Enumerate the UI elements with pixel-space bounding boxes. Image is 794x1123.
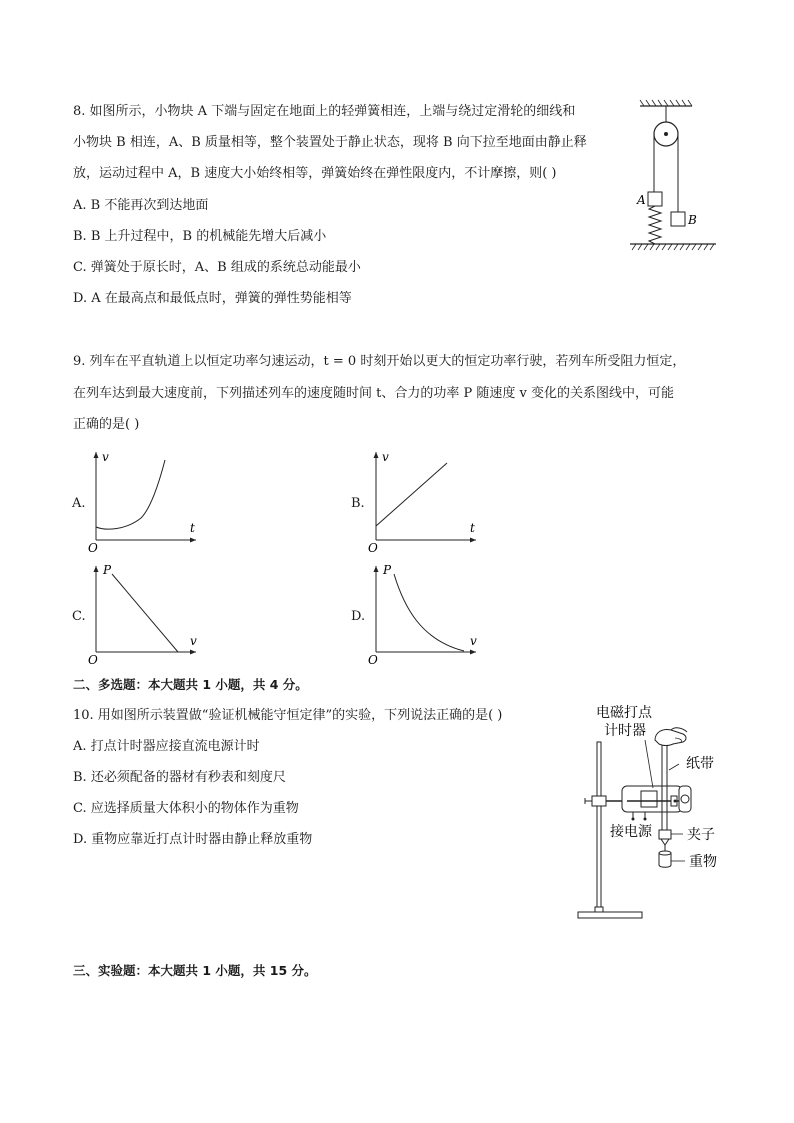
q8-option-a[interactable]: A. B 不能再次到达地面 [73,198,209,213]
q9-graph-b-ylabel: v [382,450,389,464]
q10-label-tape: 纸带 [686,756,714,772]
q10-option-a[interactable]: A. 打点计时器应接直流电源计时 [73,739,260,754]
q10-figure [575,700,735,925]
q10-option-c[interactable]: C. 应选择质量大体积小的物体作为重物 [73,801,299,816]
q9-graph-d-xlabel: v [470,634,477,648]
q9-graph-c [86,562,206,672]
q8-stem-line-1: 8. 如图所示，小物块 A 下端与固定在地面上的轻弹簧相连，上端与绕过定滑轮的细线和 [73,104,576,119]
q9-option-b-label[interactable]: B. [351,496,365,511]
q9-graph-a-origin: O [88,541,98,555]
q8-option-d[interactable]: D. A 在最高点和最低点时，弹簧的弹性势能相等 [73,291,352,306]
q9-graph-a [86,448,206,558]
q8-label-b: B [688,213,697,227]
q8-figure [628,100,723,260]
q9-option-a-label[interactable]: A. [72,496,86,511]
q9-graph-b-xlabel: t [470,521,475,535]
q9-stem-line-3: 正确的是( ) [73,417,140,432]
q9-graph-b-origin: O [368,541,378,555]
q9-option-d-label[interactable]: D. [351,609,366,624]
q8-option-b[interactable]: B. B 上升过程中，B 的机械能先增大后减小 [73,229,327,244]
q10-option-b[interactable]: B. 还必须配备的器材有秒表和刻度尺 [73,770,286,785]
q8-stem-line-3: 放，运动过程中 A，B 速度大小始终相等，弹簧始终在弹性限度内，不计摩擦，则( ) [73,166,557,181]
q9-graph-d [366,562,486,672]
q10-stem: 10. 用如图所示装置做“验证机械能守恒定律”的实验，下列说法正确的是( ) [73,708,503,723]
q9-graph-a-ylabel: v [102,450,109,464]
q9-graph-c-origin: O [88,653,98,667]
q9-option-c-label[interactable]: C. [72,609,86,624]
section-3-heading: 三、实验题：本大题共 1 小题，共 15 分。 [73,963,317,978]
q9-stem-line-2: 在列车达到最大速度前，下列描述列车的速度随时间 t、合力的功率 P 随速度 v 变化的关系图线中，可能 [73,386,674,401]
q10-label-timer-line-1: 电磁打点 [596,705,652,721]
q9-graph-d-origin: O [368,653,378,667]
q10-label-weight: 重物 [689,854,717,870]
q8-option-c[interactable]: C. 弹簧处于原长时，A、B 组成的系统总动能最小 [73,260,361,275]
q8-stem-line-2: 小物块 B 相连，A、B 质量相等，整个装置处于静止状态，现将 B 向下拉至地面由静止释 [73,135,587,150]
q10-label-clip: 夹子 [687,827,715,843]
q9-graph-c-ylabel: P [103,563,112,577]
q9-graph-d-ylabel: P [383,563,392,577]
q9-graph-a-xlabel: t [190,521,195,535]
q9-stem-line-1: 9. 列车在平直轨道上以恒定功率匀速运动，t = 0 时刻开始以更大的恒定功率行驶，若列车所受阻力恒定， [73,354,686,369]
q8-label-a: A [637,193,646,207]
q10-option-d[interactable]: D. 重物应靠近打点计时器由静止释放重物 [73,832,313,847]
q9-graph-b [366,448,486,558]
section-2-heading: 二、多选题：本大题共 1 小题，共 4 分。 [73,677,308,692]
q10-label-power: 接电源 [610,824,652,840]
q10-label-timer-line-2: 计时器 [604,723,646,739]
q9-graph-c-xlabel: v [190,634,197,648]
